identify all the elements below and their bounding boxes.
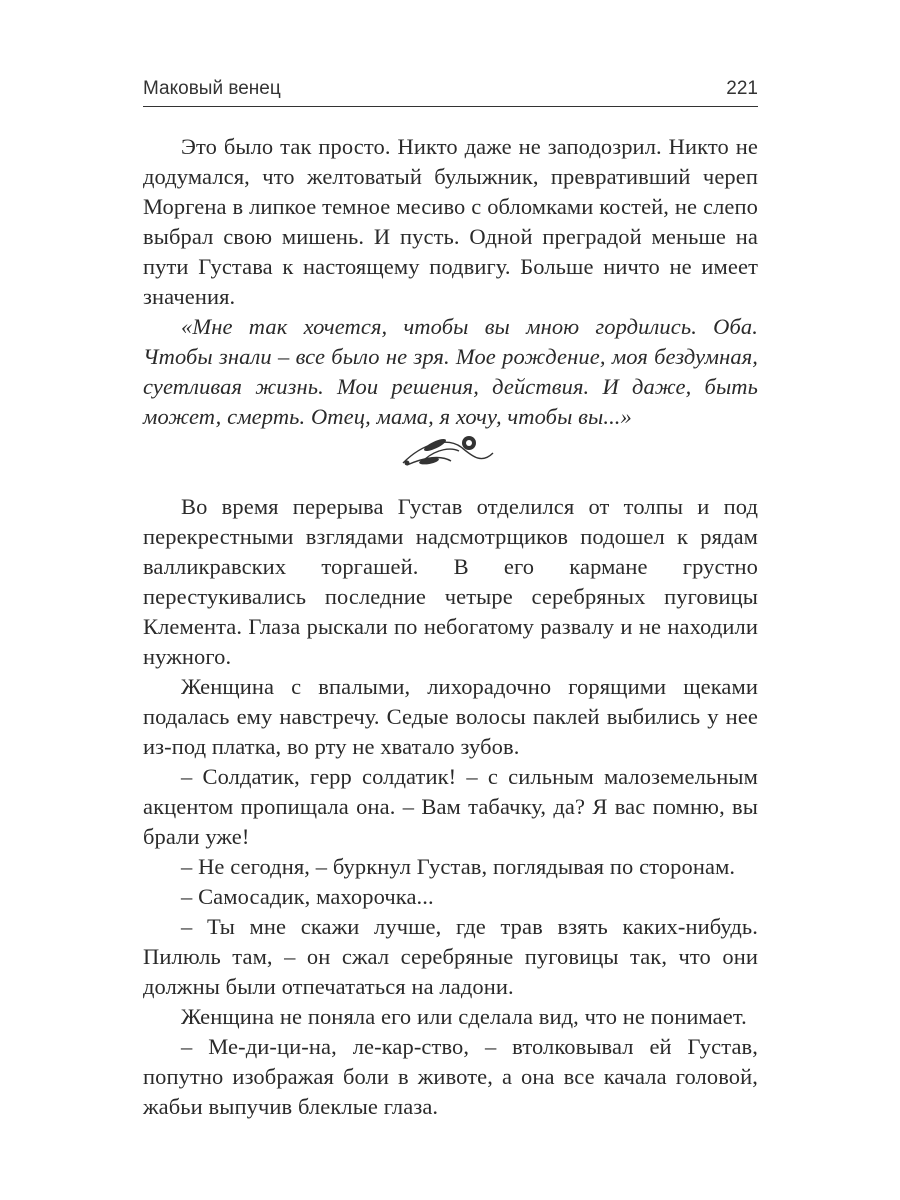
paragraph: Женщина не поняла его или сделала вид, что не понимает. — [181, 1004, 747, 1029]
italic-quote: «Мне так хочется, чтобы вы мною гордились. Оба. Чтобы знали – все было не зря. Мое рождение, моя бездумная, суетливая жизнь. Мои решения, действия. И даже, быть может, смерть. Отец, мама, я хочу, чтобы вы...» — [143, 314, 758, 429]
dialogue-line: – Не сегодня, – буркнул Густав, поглядывая по сторонам. — [181, 854, 736, 879]
dialogue-line: – Ме-ди-ци-на, ле-кар-ство, – втолковывал ей Густав, попутно изображая боли в животе, а она все качала головой, жабьи выпучив блеклые глаза. — [143, 1034, 758, 1119]
dialogue-line: – Солдатик, герр солдатик! – с сильным малоземельным акцентом пропищала она. – Вам табачку, да? Я вас помню, вы брали уже! — [143, 764, 758, 849]
dialogue-line: – Ты мне скажи лучше, где трав взять каких-нибудь. Пилюль там, – он сжал серебряные пуговицы так, что они должны были отпечататься на ладони. — [143, 914, 758, 999]
text-section-1 — [143, 132, 758, 432]
dialogue-line: – Самосадик, махорочка... — [181, 884, 434, 909]
paragraph: Это было так просто. Никто даже не заподозрил. Никто не додумался, что желтоватый булыжник, превративший череп Моргена в липкое темное месиво с обломками костей, не слепо выбрал свою мишень. И пусть. Одной преградой меньше на пути Густава к настоящему подвигу. Больше ничто не имеет значения. — [143, 134, 758, 309]
floral-vignette-icon — [395, 425, 505, 475]
page-number: 221 — [726, 78, 758, 99]
running-title: Маковый венец — [143, 78, 281, 99]
paragraph: Во время перерыва Густав отделился от толпы и под перекрестными взглядами надсмотрщиков подошел к рядам валликравских торгашей. В его кармане грустно перестукивались последние четыре серебряных пуговицы Клемента. Глаза рыскали по небогатому развалу и не находили нужного. — [143, 494, 758, 669]
running-header — [143, 76, 758, 107]
paragraph: Женщина с впалыми, лихорадочно горящими щеками подалась ему навстречу. Седые волосы паклей выбились у нее из-под платка, во рту не хватало зубов. — [143, 674, 758, 759]
text-section-2 — [143, 492, 758, 1122]
